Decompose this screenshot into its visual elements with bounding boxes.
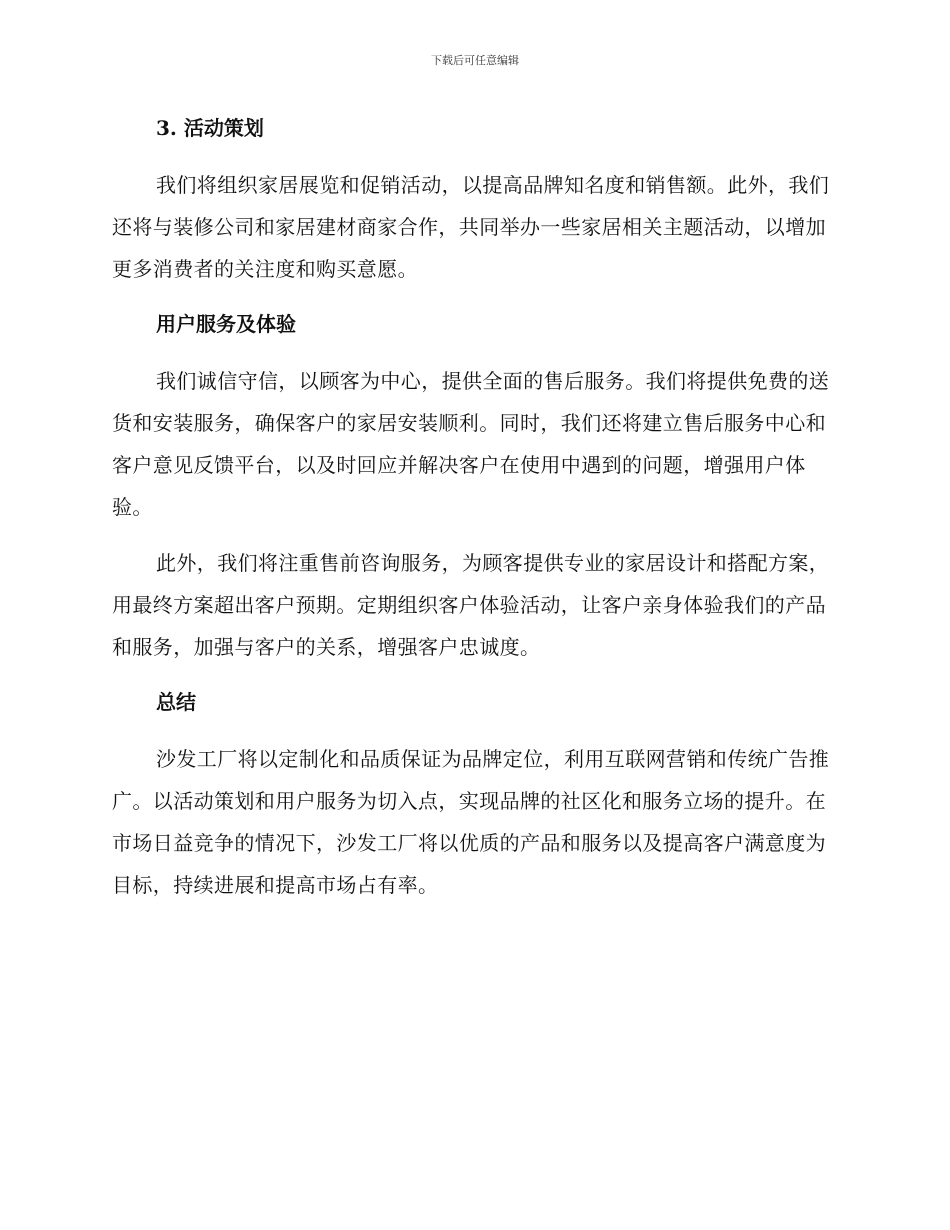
section-heading-activity: 3. 活动策划 — [156, 116, 264, 140]
paragraph-activity: 我们将组织家居展览和促销活动，以提高品牌知名度和销售额。此外，我们还将与装修公司和家居建材商家合作，共同举办一些家居相关主题活动，以增加更多消费者的关注度和购买意愿。 — [112, 173, 830, 281]
document-body — [112, 108, 832, 906]
paragraph-summary: 沙发工厂将以定制化和品质保证为品牌定位，利用互联网营销和传统广告推广。以活动策划和用户服务为切入点，实现品牌的社区化和服务立场的提升。在市场日益竞争的情况下，沙发工厂将以优质的产品和服务以及提高客户满意度为目标，持续进展和提高市场占有率。 — [112, 747, 830, 897]
section-heading-summary: 总结 — [156, 690, 196, 714]
section-heading-service: 用户服务及体验 — [156, 312, 296, 336]
paragraph-service-1: 我们诚信守信，以顾客为中心，提供全面的售后服务。我们将提供免费的送货和安装服务，确保客户的家居安装顺利。同时，我们还将建立售后服务中心和客户意见反馈平台，以及时回应并解决客户在使用中遇到的问题，增强用户体验。 — [112, 369, 830, 519]
paragraph-service-2: 此外，我们将注重售前咨询服务，为顾客提供专业的家居设计和搭配方案，用最终方案超出客户预期。定期组织客户体验活动，让客户亲身体验我们的产品和服务，加强与客户的关系，增强客户忠诚度。 — [112, 551, 830, 659]
header-note: 下载后可任意编辑 — [431, 54, 519, 67]
